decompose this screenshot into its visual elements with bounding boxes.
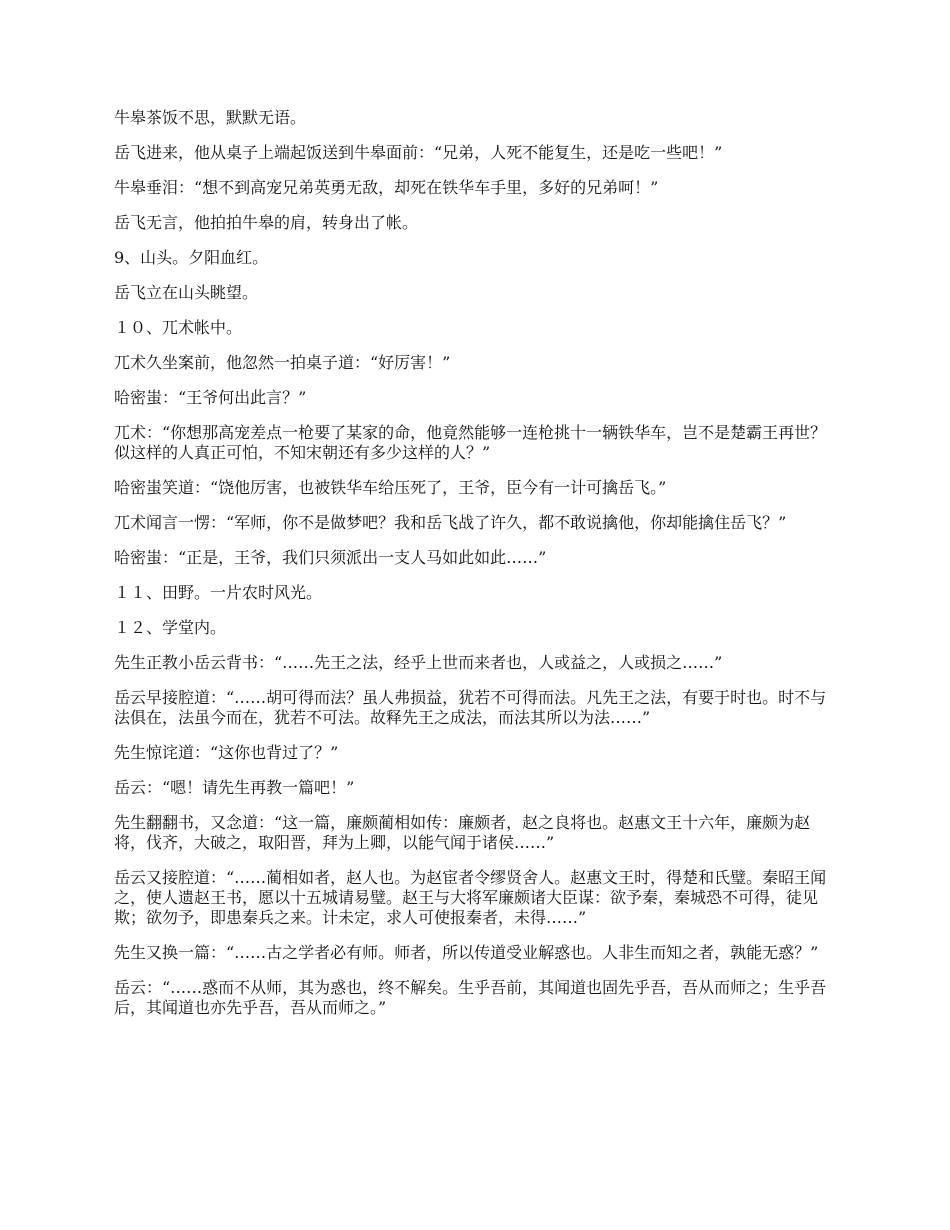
paragraph: 先生又换一篇：“……古之学者必有师。师者，所以传道受业解惑也。人非生而知之者，孰能无惑？” <box>114 943 819 962</box>
paragraph: 岳飞进来，他从桌子上端起饭送到牛皋面前：“兄弟，人死不能复生，还是吃一些吧！” <box>114 143 723 162</box>
paragraph: 岳云：“……惑而不从师，其为惑也，终不解矣。生乎吾前，其闻道也固先乎吾，吾从而师之；生乎吾后，其闻道也亦先乎吾，吾从而师之。” <box>114 978 827 1017</box>
paragraph: 兀术闻言一愣：“军师，你不是做梦吧？我和岳飞战了许久，都不敢说擒他，你却能擒住岳飞？” <box>114 513 787 532</box>
paragraph: 岳云：“嗯！请先生再教一篇吧！” <box>114 778 355 797</box>
paragraph: 兀术久坐案前，他忽然一拍桌子道：“好厉害！” <box>114 353 451 372</box>
paragraph: 先生惊诧道：“这你也背过了？” <box>114 743 339 762</box>
paragraph: 岳飞立在山头眺望。 <box>114 283 259 302</box>
paragraph: １０、兀术帐中。 <box>114 318 243 337</box>
paragraph: 岳飞无言，他拍拍牛皋的肩，转身出了帐。 <box>114 213 419 232</box>
paragraph: 牛皋垂泪：“想不到高宠兄弟英勇无敌，却死在铁华车手里，多好的兄弟呵！” <box>114 178 659 197</box>
paragraph: 岳云又接腔道：“……蔺相如者，赵人也。为赵宦者令缪贤舍人。赵惠文王时，得楚和氏璧。秦昭王闻之，使人遗赵王书，愿以十五城请易璧。赵王与大将军廉颇诸大臣谋：欲予秦，秦城恐不可得，徒见欺；欲勿予，即患秦兵之来。计未定，求人可使报秦者，未得……” <box>114 868 827 927</box>
paragraph: 哈密蚩笑道：“饶他厉害，也被铁华车给压死了，王爷，臣今有一计可擒岳飞。” <box>114 478 667 497</box>
paragraph: 牛皋茶饭不思，默默无语。 <box>114 108 307 127</box>
paragraph: 兀术：“你想那高宠差点一枪要了某家的命，他竟然能够一连枪挑十一辆铁华车，岂不是楚霸王再世？似这样的人真正可怕，不知宋朝还有多少这样的人？” <box>114 423 827 462</box>
paragraph: 哈密蚩：“正是，王爷，我们只须派出一支人马如此如此……” <box>114 548 547 567</box>
paragraph: 岳云早接腔道：“……胡可得而法？虽人弗损益，犹若不可得而法。凡先王之法，有要于时也。时不与法俱在，法虽今而在，犹若不可法。故释先王之成法，而法其所以为法……” <box>114 688 827 727</box>
paragraph: 9、山头。夕阳血红。 <box>114 248 269 267</box>
paragraph: 先生翻翻书，又念道：“这一篇，廉颇蔺相如传：廉颇者，赵之良将也。赵惠文王十六年，廉颇为赵将，伐齐，大破之，取阳晋，拜为上卿，以能气闻于诸侯……” <box>114 813 811 852</box>
paragraph: 先生正教小岳云背书：“……先王之法，经乎上世而来者也，人或益之，人或损之……” <box>114 653 723 672</box>
paragraph: 哈密蚩：“王爷何出此言？” <box>114 388 307 407</box>
document-page <box>114 108 839 1033</box>
paragraph: １２、学堂内。 <box>114 618 227 637</box>
paragraph: １１、田野。一片农时风光。 <box>114 583 323 602</box>
